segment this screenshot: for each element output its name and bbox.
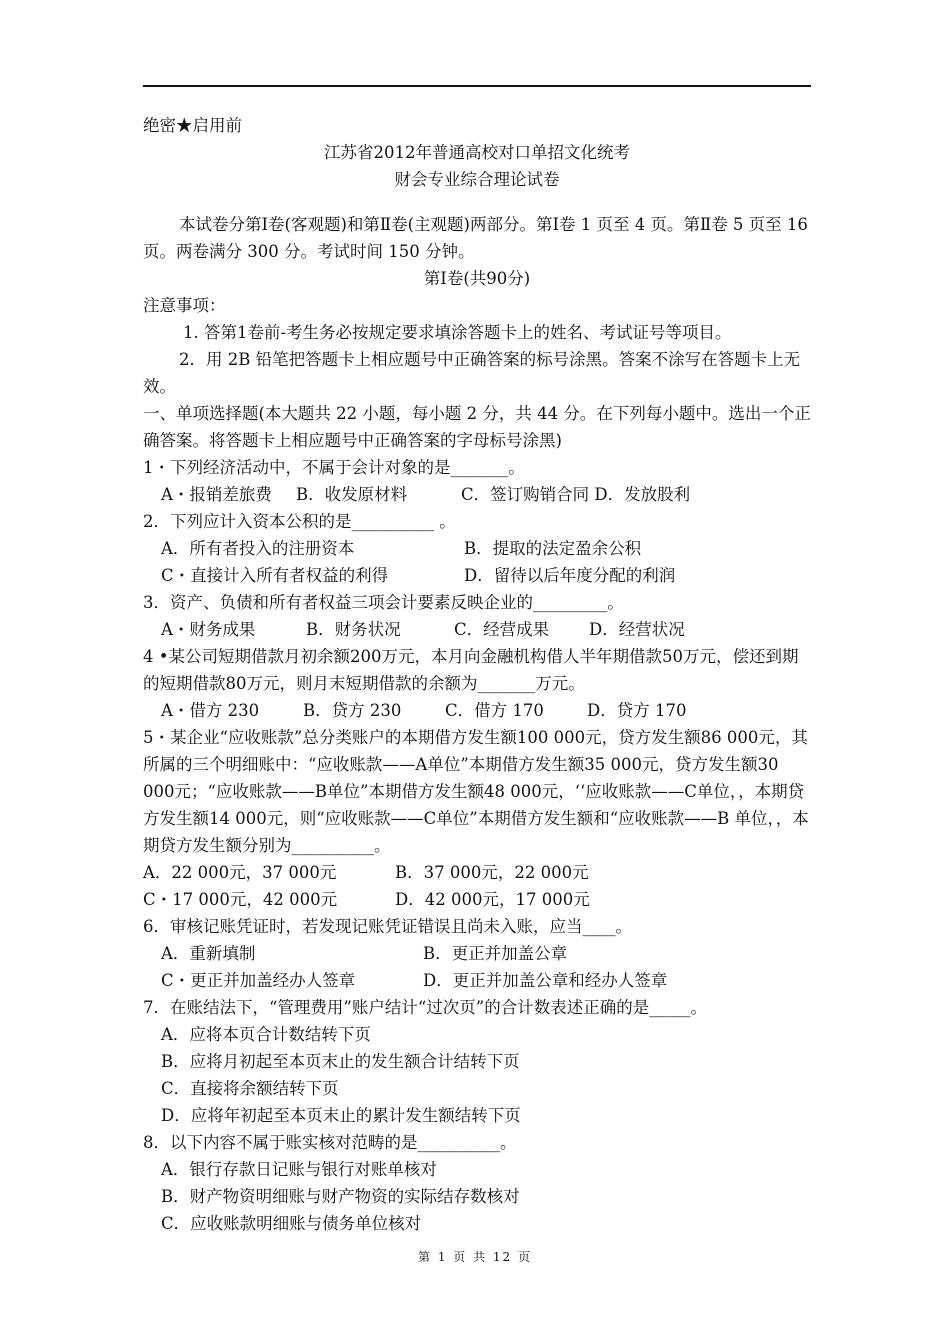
option: D．应将年初起至本页末止的累计发生额结转下页 bbox=[161, 1106, 521, 1125]
option: C．直接将余额结转下页 bbox=[161, 1079, 339, 1098]
option: A．应将本页合计数结转下页 bbox=[161, 1025, 371, 1044]
question-5-options-row2 bbox=[143, 886, 811, 913]
option: B．更正并加盖公章 bbox=[423, 944, 568, 963]
question-3-options bbox=[143, 616, 811, 643]
part-one-instructions: 一、单项选择题(本大题共 22 小题，每小题 2 分，共 44 分。在下列每小题中。选出一个正确答案。将答题卡上相应题号中正确答案的字母标号涂黑) bbox=[143, 404, 811, 450]
option: A・报销差旅费 bbox=[161, 485, 272, 504]
option: D．留待以后年度分配的利润 bbox=[464, 566, 676, 585]
option: A・借方 230 bbox=[161, 701, 260, 720]
option: B．财产物资明细账与财产物资的实际结存数核对 bbox=[161, 1187, 520, 1206]
option: B．财务状况 bbox=[306, 620, 401, 639]
option: A・财务成果 bbox=[161, 620, 256, 639]
exam-subtitle: 财会专业综合理论试卷 bbox=[394, 170, 560, 189]
question-1-stem: 1・下列经济活动中，不属于会计对象的是_______。 bbox=[143, 458, 525, 477]
question-4-stem: 4 •某公司短期借款月初余额200万元，本月向金融机构借人半年期借款50万元，偿还到期的短期借款80万元，则月末短期借款的余额为_______万元。 bbox=[143, 647, 799, 693]
question-2-options-row1 bbox=[143, 535, 811, 562]
option: B．提取的法定盈余公积 bbox=[464, 539, 642, 558]
option: A．所有者投入的注册资本 bbox=[161, 539, 355, 558]
option: C・更正并加盖经办人签章 bbox=[161, 971, 356, 990]
question-5-stem: 5・某企业“应收账款”总分类账户的本期借方发生额100 000元，贷方发生额86 000元，其所属的三个明细账中：“应收账款——A单位”本期借方发生额35 000元，贷方发生额30 000元；“应收账款——B单位”本期借方发生额48 000元，‘‘应收账款——C单位，，本期贷方发生额14 000元，则“应收账款——C单位”本期借方发生额和“应收账款——B 单位，，本期贷方发生额分别为__________。 bbox=[143, 728, 809, 855]
option: D．更正并加盖公章和经办人签章 bbox=[423, 971, 668, 990]
question-8-stem: 8．以下内容不属于账实核对范畴的是__________。 bbox=[143, 1133, 517, 1152]
note-item-1: 1. 答第1卷前-考生务必按规定要求填涂答题卡上的姓名、考试证号等项目。 bbox=[183, 323, 732, 342]
exam-page bbox=[143, 112, 811, 1237]
question-4-options bbox=[143, 697, 811, 724]
intro-paragraph: 本试卷分第Ⅰ卷(客观题)和第Ⅱ卷(主观题)两部分。第Ⅰ卷 1 页至 4 页。第Ⅱ卷 5 页至 16 页。两卷满分 300 分。考试时间 150 分钟。 bbox=[143, 215, 808, 261]
question-7-stem: 7．在账结法下，“管理费用”账户结计“过次页”的合计数表述正确的是_____。 bbox=[143, 998, 707, 1017]
question-6-options-row2 bbox=[143, 967, 811, 994]
option: C・直接计入所有者权益的利得 bbox=[161, 566, 389, 585]
question-2-options-row2 bbox=[143, 562, 811, 589]
notes-label: 注意事项： bbox=[143, 296, 226, 315]
option: C．借方 170 bbox=[445, 701, 544, 720]
question-1-options bbox=[143, 481, 811, 508]
header-rule bbox=[143, 85, 811, 87]
option: A．重新填制 bbox=[161, 944, 256, 963]
option: C．签订购销合同 D．发放股利 bbox=[461, 485, 691, 504]
question-5-options-row1 bbox=[143, 859, 811, 886]
question-3-stem: 3．资产、负债和所有者权益三项会计要素反映企业的_________。 bbox=[143, 593, 624, 612]
option: C・17 000元，42 000元 bbox=[143, 890, 338, 909]
page-footer: 第 1 页 共 12 页 bbox=[418, 1250, 532, 1264]
option: D．贷方 170 bbox=[587, 701, 687, 720]
question-6-stem: 6．审核记账凭证时，若发现记账凭证错误且尚未入账，应当____。 bbox=[143, 917, 632, 936]
option: D．经营状况 bbox=[589, 620, 685, 639]
note-item-2: 2．用 2B 铅笔把答题卡上相应题号中正确答案的标号涂黑。答案不涂写在答题卡上无效。 bbox=[143, 350, 801, 396]
question-6-options-row1 bbox=[143, 940, 811, 967]
secret-label: 绝密★启用前 bbox=[143, 116, 242, 135]
option: B．贷方 230 bbox=[303, 701, 402, 720]
section-title: 第Ⅰ卷(共90分) bbox=[423, 269, 531, 288]
option: B．37 000元，22 000元 bbox=[395, 863, 589, 882]
option: A．银行存款日记账与银行对账单核对 bbox=[161, 1160, 437, 1179]
option: A．22 000元，37 000元 bbox=[143, 863, 337, 882]
option: D．42 000元，17 000元 bbox=[395, 890, 590, 909]
exam-title: 江苏省2012年普通高校对口单招文化统考 bbox=[324, 143, 630, 162]
option: C．经营成果 bbox=[454, 620, 550, 639]
question-2-stem: 2．下列应计入资本公积的是__________ 。 bbox=[143, 512, 456, 531]
option: B．应将月初起至本页末止的发生额合计结转下页 bbox=[161, 1052, 520, 1071]
option: B．收发原材料 bbox=[296, 485, 408, 504]
option: C．应收账款明细账与债务单位核对 bbox=[161, 1214, 422, 1233]
